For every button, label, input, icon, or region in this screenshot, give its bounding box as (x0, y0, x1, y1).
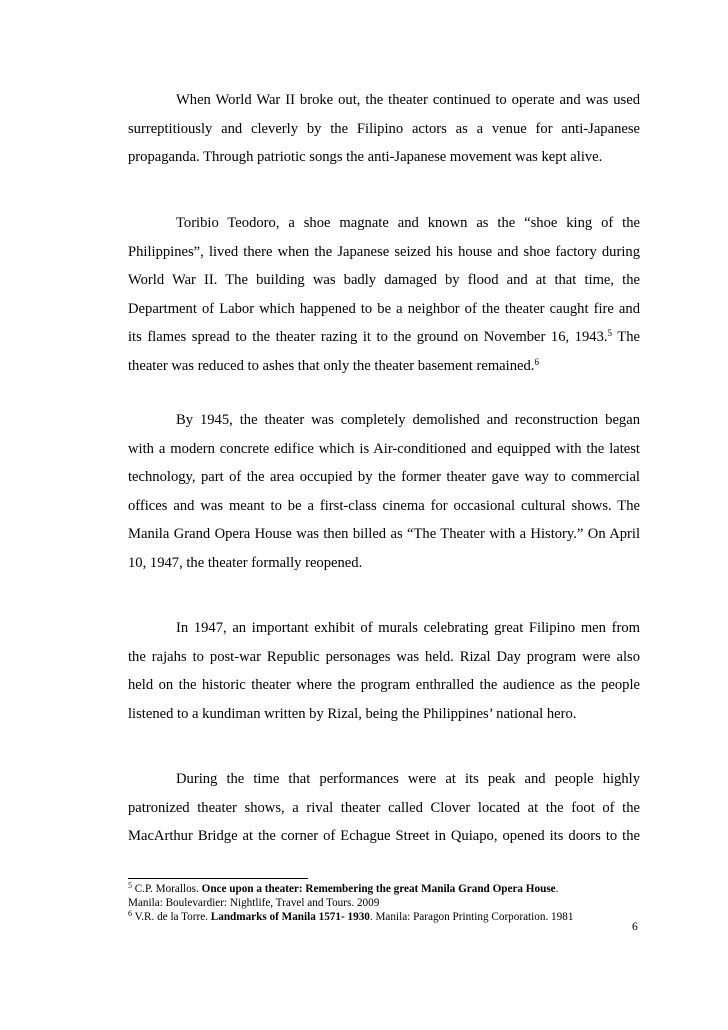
paragraph-reconstruction (128, 406, 640, 578)
text-line: World War II. The building was badly damaged by flood and at that time, the (128, 272, 640, 289)
text-line: During the time that performances were at its peak and people highly (176, 771, 640, 787)
footnote-number: 5 (128, 881, 132, 890)
text-line: When World War II broke out, the theater continued to operate and was used (176, 92, 640, 108)
footnote-divider (128, 878, 308, 879)
paragraph-murals (128, 614, 640, 728)
text-line: Department of Labor which happened to be a neighbor of the theater caught fire and (128, 300, 640, 317)
footnote-6 (128, 910, 648, 924)
footnote-text: . Manila: Paragon Printing Corporation. 1981 (369, 911, 574, 924)
footnote-number: 6 (128, 909, 132, 919)
footnote-title: Landmarks of Manila 1571- 1930 (210, 911, 370, 924)
paragraph-clover (128, 765, 640, 851)
text-line: patronized theater shows, a rival theater called Clover located at the foot of the (128, 799, 640, 816)
text-line: 10, 1947, the theater formally reopened. (128, 554, 363, 571)
text-line: In 1947, an important exhibit of murals celebrating great Filipino men from (176, 620, 640, 636)
footnote-5-continuation: Manila: Boulevardier: Nightlife, Travel and Tours. 2009 (128, 897, 380, 910)
text-line: listened to a kundiman written by Rizal, being the Philippines’ national hero. (128, 705, 577, 722)
footnotes (128, 882, 648, 925)
text-segment: theater was reduced to ashes that only the theater basement remained. (128, 357, 535, 374)
text-line: the rajahs to post-war Republic personages was held. Rizal Day program were also (128, 648, 640, 665)
text-line: offices and was meant to be a first-class cinema for occasional cultural shows. The (128, 497, 640, 514)
text-line-with-footnote (128, 352, 640, 381)
text-line: By 1945, the theater was completely demolished and reconstruction began (176, 412, 640, 428)
footnote-text: . (555, 883, 559, 895)
page-number: 6 (632, 921, 638, 933)
text-line: Philippines”, lived there when the Japanese seized his house and shoe factory during (128, 243, 640, 260)
footnote-5 (128, 882, 648, 896)
footnote-ref-6[interactable]: 6 (534, 356, 539, 367)
footnote-author: C.P. Morallos. (132, 883, 202, 895)
text-segment: its flames spread to the theater razing it to the ground on November 16, 1943. (128, 329, 608, 346)
text-line: propaganda. Through patriotic songs the anti-Japanese movement was kept alive. (128, 149, 603, 166)
text-line: surreptitiously and cleverly by the Filipino actors as a venue for anti-Japanese (128, 120, 640, 137)
text-line: Manila Grand Opera House was then billed as “The Theater with a History.” On April (128, 526, 640, 543)
footnote-ref-5[interactable]: 5 (607, 328, 613, 339)
text-segment: The (612, 329, 640, 346)
text-line: with a modern concrete edifice which is Air-conditioned and equipped with the latest (128, 440, 640, 457)
paragraph-teodoro (128, 209, 640, 381)
footnote-title: Once upon a theater: Remembering the great Manila Grand Opera House (201, 883, 556, 895)
footnote-author: V.R. de la Torre. (132, 911, 211, 924)
text-line: MacArthur Bridge at the corner of Echague Street in Quiapo, opened its doors to the (128, 828, 640, 845)
text-line: Toribio Teodoro, a shoe magnate and known as the “shoe king of the (176, 215, 640, 231)
paragraph-ww2 (128, 86, 640, 172)
text-line: held on the historic theater where the program enthralled the audience as the people (128, 677, 640, 694)
text-line-with-footnote (128, 323, 640, 352)
text-line: technology, part of the area occupied by the former theater gave way to commercial (128, 469, 640, 486)
